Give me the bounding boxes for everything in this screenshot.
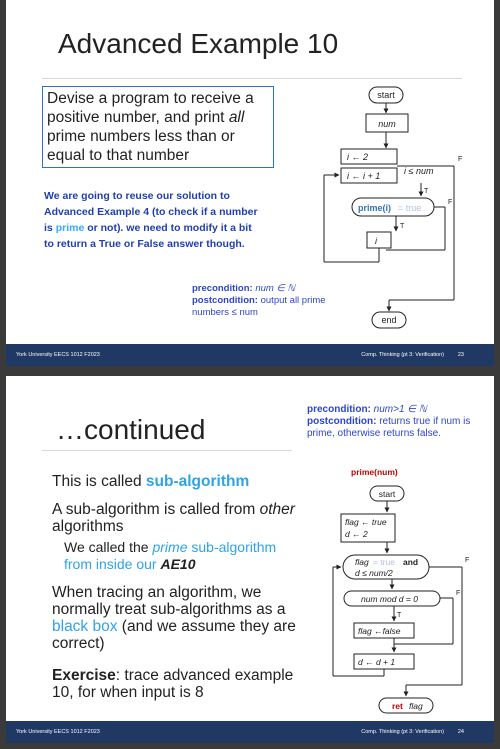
init-label: i ← 2: [347, 152, 369, 162]
line4-end: (and we assume they are correct): [52, 618, 296, 652]
ae10-emphasis: AE10: [160, 556, 196, 572]
loop-cond-label: i ≤ num: [404, 166, 434, 176]
flowchart-main: [6, 0, 494, 366]
task-emphasis: all: [228, 109, 245, 126]
cond1-eq: = true: [373, 557, 395, 567]
cond1-and: and: [403, 557, 419, 567]
incr-label: i ← i + 1: [347, 171, 381, 181]
input-label: num: [378, 119, 396, 129]
flowchart-prime: [6, 376, 494, 743]
line3-mid: sub-algorithm from inside our: [64, 539, 277, 572]
postcondition-value: output all prime numbers ≤ num: [192, 295, 326, 318]
output-box: [367, 232, 391, 248]
loop-true-label: T: [424, 188, 429, 195]
line1-text: This is called: [52, 473, 146, 490]
cond1-false-label: F: [465, 557, 470, 564]
slide-24: [6, 376, 494, 743]
sub-algorithm-highlight: sub-algorithm: [145, 473, 250, 490]
loop-false-label: F: [458, 156, 463, 163]
incr-label: d ← d + 1: [358, 657, 396, 667]
line2-text: A sub-algorithm is called from: [52, 501, 260, 518]
precondition-value: num ∈ ℕ: [255, 283, 295, 294]
footer-left: York University EECS 1012 F2023: [16, 729, 100, 735]
exercise-label: Exercise: [52, 667, 116, 684]
precondition-label: precondition:: [307, 404, 371, 415]
end-label: end: [381, 315, 397, 325]
line3-text: We called the: [64, 539, 153, 555]
cond1-d: d ≤ num/2: [355, 568, 393, 578]
start-label: start: [378, 489, 396, 499]
footer-right: Comp. Thinking (pt 3: Verification): [361, 729, 444, 735]
footer-right: Comp. Thinking (pt 3: Verification): [361, 352, 444, 358]
return-keyword: ret: [392, 701, 403, 711]
cond2-label: num mod d = 0: [361, 594, 418, 604]
prime-call-label: prime(i): [358, 203, 392, 213]
init2-label: d ← 2: [345, 529, 368, 539]
cond1-flag: flag: [355, 557, 369, 567]
postcondition-label: postcondition:: [192, 295, 258, 306]
prime-highlight: prime: [152, 539, 188, 555]
slide-23: [6, 0, 494, 366]
other-emphasis: other: [259, 501, 295, 518]
prime-header: prime(num): [351, 467, 398, 477]
output-label: i: [375, 236, 377, 246]
return-terminal: [379, 698, 433, 713]
return-value: flag: [409, 701, 423, 711]
prime-call-eq: = true: [398, 203, 422, 213]
footer-left: York University EECS 1012 F2023: [16, 352, 100, 358]
set-false-label: flag ←false: [358, 626, 401, 636]
page-number: 23: [457, 352, 464, 358]
call-true-label: T: [400, 223, 405, 230]
precondition-label: precondition:: [192, 283, 253, 294]
slide-footer: [6, 344, 494, 366]
cond2-true-label: T: [397, 612, 402, 619]
precondition-value: num>1 ∈ ℕ: [373, 404, 427, 415]
task-text: Devise a program to receive a positive number, and print: [47, 90, 254, 126]
init1-label: flag ← true: [345, 517, 387, 527]
start-label: start: [377, 90, 395, 100]
reuse-text-end: or not). we need to modify it a bit to return a True or False answer though.: [44, 222, 252, 250]
prime-highlight: prime: [55, 222, 85, 234]
line4-text: When tracing an algorithm, we normally treat sub-algorithms as a: [52, 584, 286, 618]
slide-title: …continued: [56, 414, 206, 445]
line2-end: algorithms: [52, 518, 124, 535]
cond2-false-label: F: [456, 590, 461, 597]
reuse-text: We are going to reuse our solution to Advanced Example 4 (to check if a number is: [44, 190, 258, 234]
postcondition-value: returns true if num is prime, otherwise returns false.: [307, 416, 471, 439]
page-number: 24: [457, 729, 464, 735]
call-false-label: F: [448, 199, 453, 206]
postcondition-label: postcondition:: [307, 416, 377, 427]
exercise-text: : trace advanced example 10, for when input is 8: [52, 667, 294, 701]
slide-title: Advanced Example 10: [58, 28, 339, 59]
black-box-highlight: black box: [52, 618, 118, 635]
slide-footer: [6, 721, 494, 743]
task-text-end: prime numbers less than or equal to that number: [47, 128, 235, 164]
